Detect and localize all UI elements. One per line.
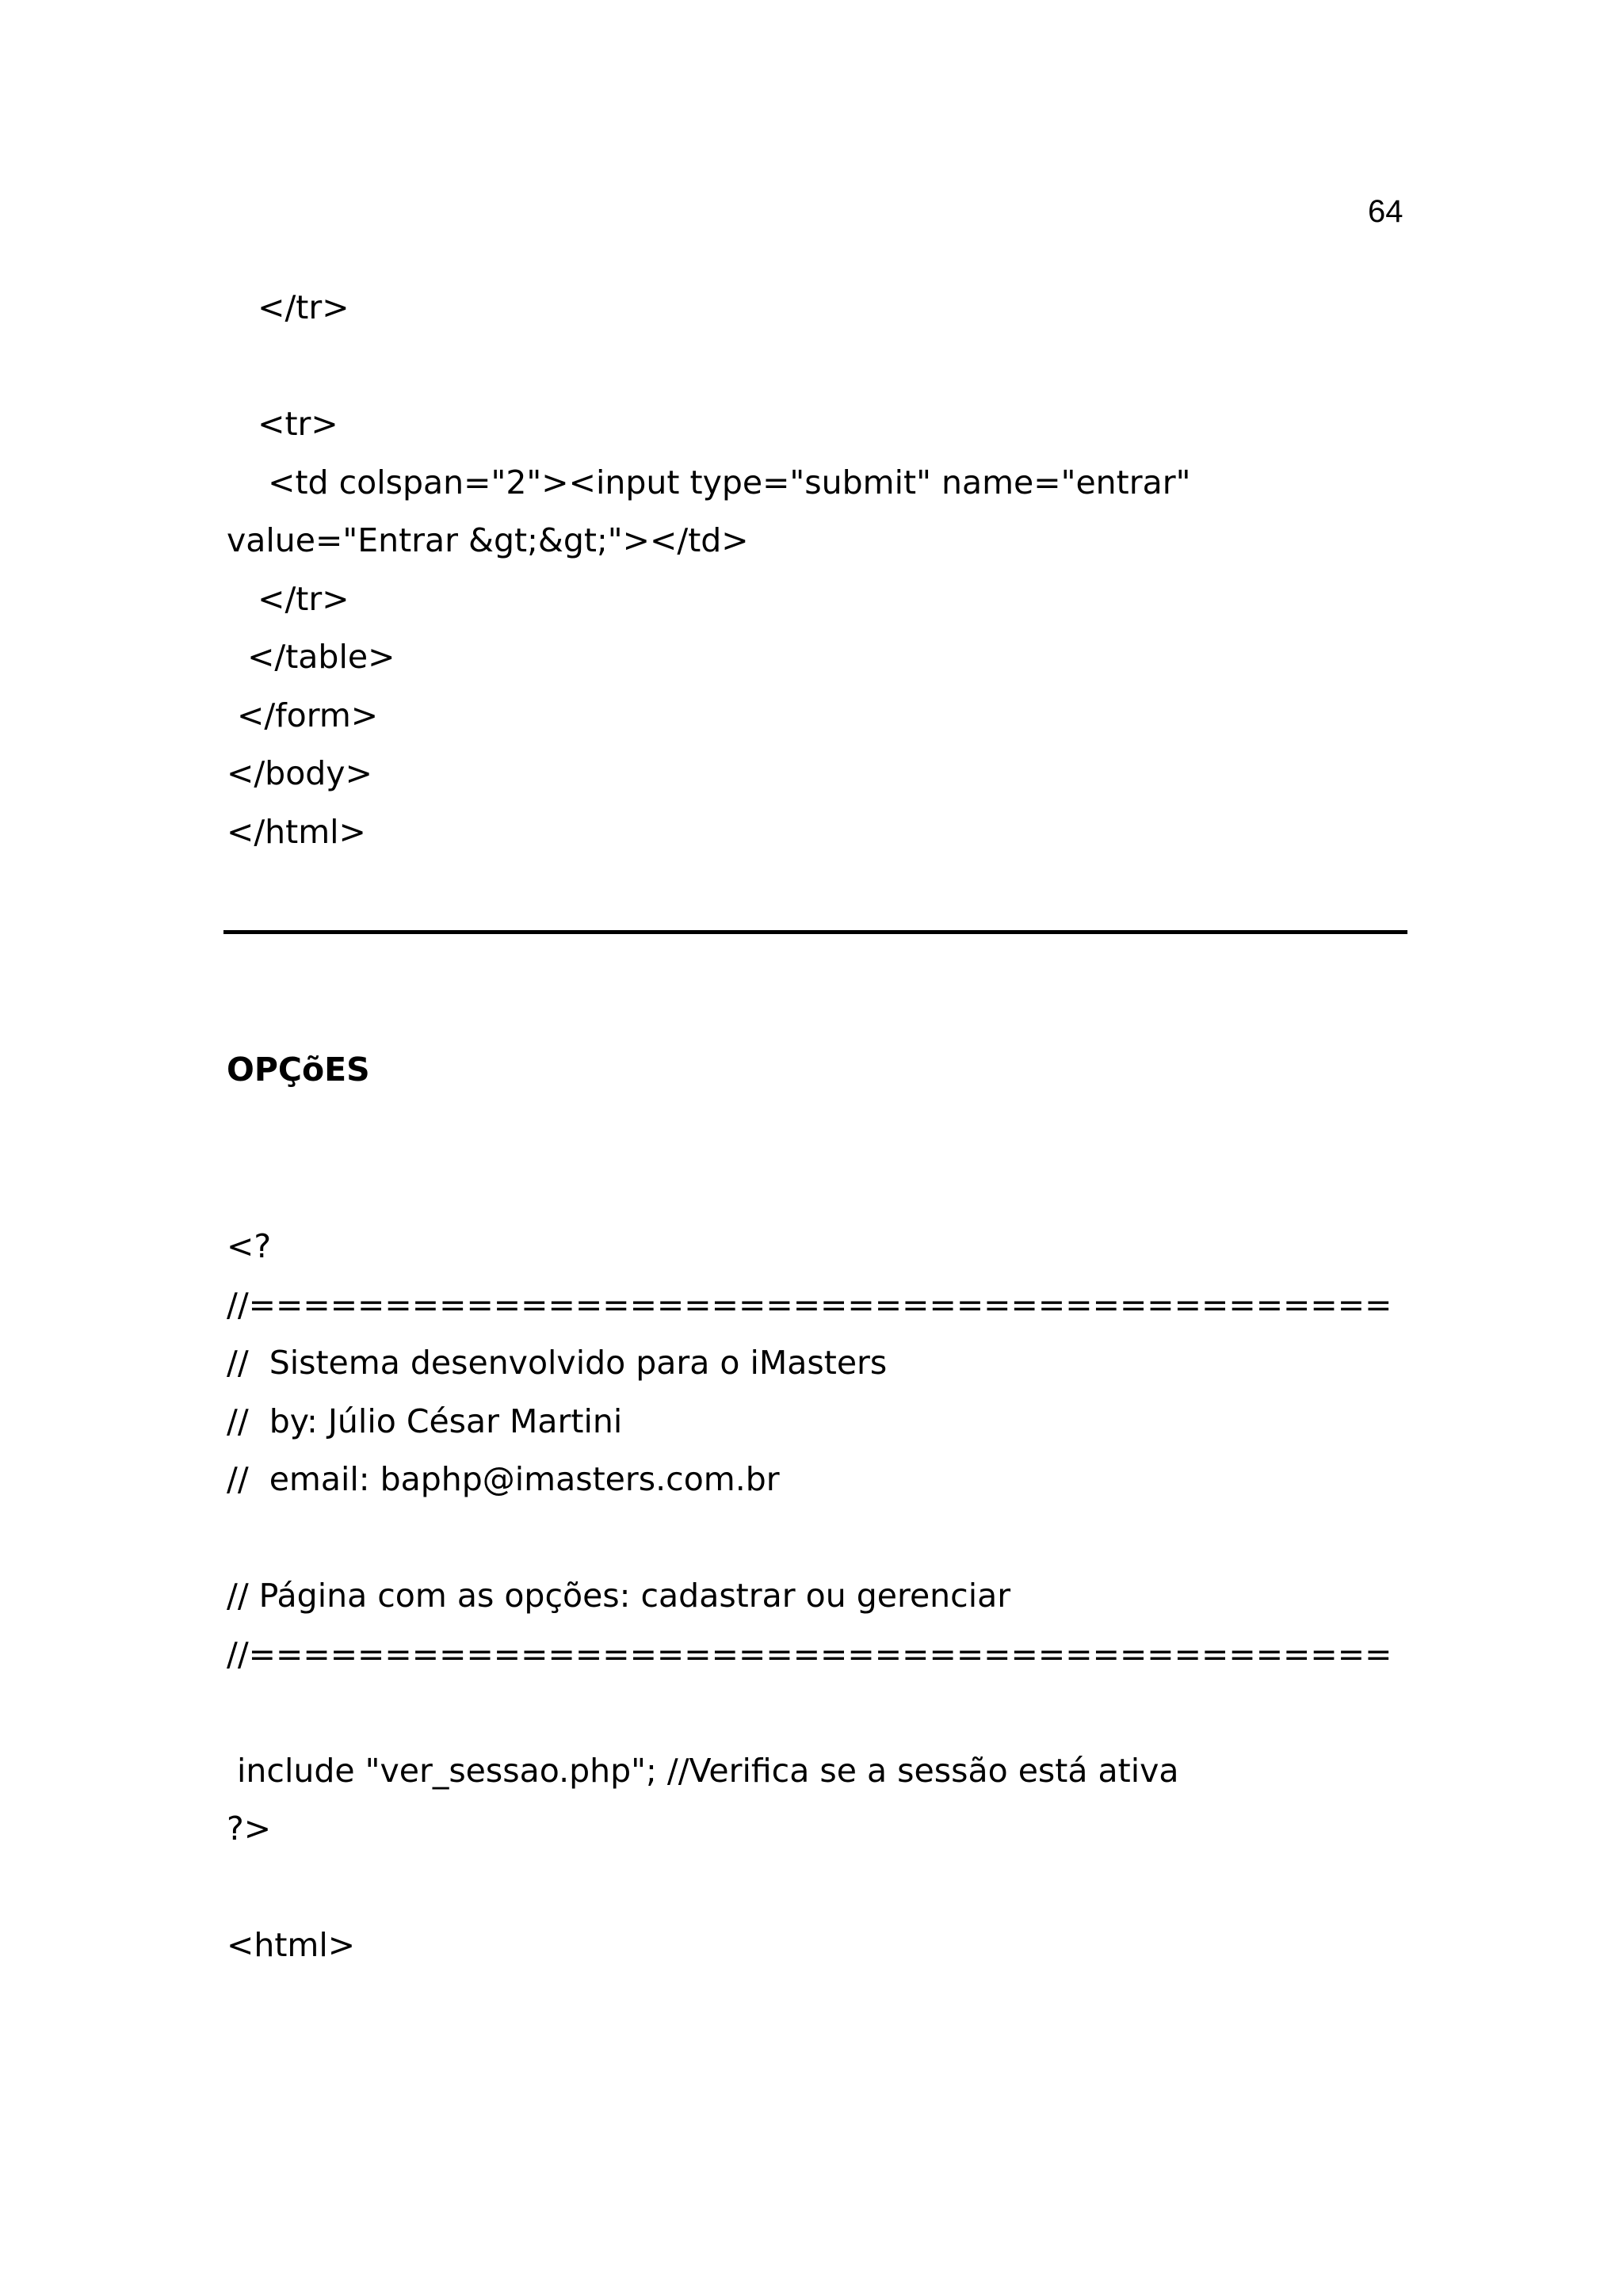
code-line: //========================================== — [227, 1285, 1392, 1324]
code-line: </table> — [227, 638, 395, 676]
section-divider — [223, 930, 1407, 934]
code-block-bottom — [227, 1218, 1415, 1975]
code-line: </html> — [227, 812, 366, 851]
code-line: <td colspan="2"><input type="submit" name="entrar" — [227, 463, 1191, 502]
code-line: <? — [227, 1227, 272, 1265]
code-line: value="Entrar &gt;&gt;"></td> — [227, 521, 749, 559]
code-line: <tr> — [227, 405, 338, 443]
code-line — [227, 338, 1415, 396]
code-line: <html> — [227, 1926, 356, 1964]
page-number: 64 — [1368, 194, 1403, 229]
code-line: </body> — [227, 754, 372, 792]
code-line: // email: baphp@imasters.com.br — [227, 1460, 780, 1498]
code-line: // by: Júlio César Martini — [227, 1402, 623, 1440]
code-line: </tr> — [227, 288, 349, 326]
code-line — [227, 1509, 1415, 1568]
code-line — [227, 1859, 1415, 1917]
section-title: OPÇõES — [227, 1051, 370, 1089]
code-block-top — [227, 279, 1415, 861]
code-line: include "ver_sessao.php"; //Verifica se a sessão está ativa — [227, 1751, 1179, 1790]
code-line — [227, 1684, 1415, 1742]
code-line: //========================================== — [227, 1634, 1392, 1673]
code-line: </tr> — [227, 579, 349, 618]
code-line: // Sistema desenvolvido para o iMasters — [227, 1344, 888, 1382]
code-line: </form> — [227, 696, 379, 734]
code-line: // Página com as opções: cadastrar ou gerenciar — [227, 1577, 1011, 1615]
code-line: ?> — [227, 1810, 272, 1848]
